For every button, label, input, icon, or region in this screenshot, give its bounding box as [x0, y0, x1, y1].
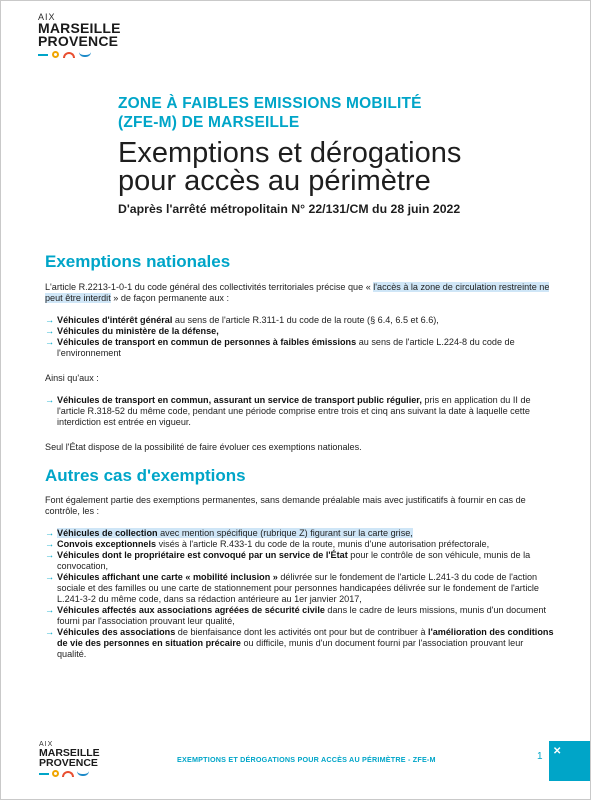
footer-title: EXEMPTIONS ET DÉROGATIONS POUR ACCÈS AU PÉRIMÈTRE - ZFE-M: [177, 755, 436, 764]
logo-arch-icon: [63, 52, 75, 58]
logo-wave-icon: [77, 771, 89, 776]
logo-line1: MARSEILLE: [38, 20, 121, 36]
arrow-icon: →: [45, 572, 55, 582]
list-item: → Véhicules affectés aux associations agréées de sécurité civile dans le cadre de leurs missions, munis d'un document fourni par l'association prouvant leur qualité,: [45, 605, 547, 626]
arrow-icon: →: [45, 627, 55, 637]
arrow-icon: →: [45, 337, 55, 347]
footer-logo-marks: [39, 770, 100, 777]
cross-icon: ✕: [553, 746, 562, 757]
section-heading-national: Exemptions nationales: [45, 252, 231, 271]
logo-wave-icon: [79, 52, 91, 57]
arrow-icon: →: [45, 315, 55, 325]
ainsi-text: Ainsi qu'aux :: [45, 373, 99, 383]
page-title-line2: pour accès au périmètre: [118, 165, 431, 197]
highlighted-text: l'accès à la zone de circulation restreinte ne peut être interdit: [45, 282, 550, 303]
logo-aix: AIX: [38, 12, 56, 22]
logo-pin-icon: [52, 770, 59, 777]
list-item: → Convois exceptionnels visés à l'article R.433-1 du code de la route, munis d'une autorisation préfectorale,: [45, 539, 490, 549]
national-closing: Seul l'État dispose de la possibilité de faire évoluer ces exemptions nationales.: [45, 442, 362, 452]
page-subtitle: D'après l'arrêté métropolitain N° 22/131/CM du 28 juin 2022: [118, 202, 461, 216]
arrow-icon: →: [45, 605, 55, 615]
highlighted-text: Véhicules de collection avec mention spécifique (rubrique Z) figurant sur la carte grise,: [57, 528, 413, 538]
list-item: → Véhicules de transport en commun de personnes à faibles émissions au sens de l'article L.224-8 du code de l'environnement: [45, 337, 515, 358]
footer-logo-line2: PROVENCE: [39, 757, 98, 769]
logo-line-icon: [38, 54, 48, 56]
page-footer: [1, 731, 590, 791]
corner-tab: [549, 741, 590, 781]
logo-line-icon: [39, 773, 49, 775]
document-body: [45, 251, 555, 660]
arrow-icon: →: [45, 550, 55, 560]
list-item: → Véhicules d'intérêt général au sens de l'article R.311-1 du code de la route (§ 6.4, 6.5 et 6.6),: [45, 315, 439, 325]
footer-logo-line1: MARSEILLE: [39, 747, 100, 759]
page-number: 1: [537, 751, 543, 762]
national-intro: L'article R.2213-1-0-1 du code général des collectivités territoriales précise que « l'accès à la zone de circulation restreinte ne peut être interdit » de façon permanente aux :: [45, 282, 550, 303]
footer-logo-aix: AIX: [39, 741, 54, 748]
aix-marseille-provence-logo: [38, 13, 121, 58]
page-title: [118, 139, 558, 195]
other-intro: Font également partie des exemptions permanentes, sans demande préalable mais avec justificatifs à fournir en cas de contrôle, les :: [45, 495, 526, 516]
document-header: [118, 94, 558, 216]
national-list: [45, 315, 555, 359]
list-item: [45, 528, 555, 539]
list-item: → Véhicules du ministère de la défense,: [45, 326, 219, 336]
zone-title: [118, 94, 558, 132]
national-list-2: [45, 395, 555, 428]
logo-arch-icon: [62, 771, 74, 777]
logo-line2: PROVENCE: [38, 33, 119, 49]
list-item: → Véhicules dont le propriétaire est convoqué par un service de l'État pour le contrôle de son véhicule, munis de la convocation,: [45, 550, 531, 571]
zone-title-line2: (ZFE-M) DE MARSEILLE: [118, 114, 300, 131]
footer-logo: [39, 741, 100, 777]
zone-title-line1: ZONE À FAIBLES EMISSIONS MOBILITÉ: [118, 95, 422, 112]
list-item: → Véhicules de transport en commun, assurant un service de transport public régulier, pris en application du II de l'article R.318-52 du même code, pendant une période comprise entre trois et cinq ans suivant la date à laquelle cette interdiction est entrée en vigueur.: [45, 395, 531, 427]
arrow-icon: →: [45, 528, 55, 538]
logo-marks: [38, 51, 121, 58]
other-list: [45, 528, 555, 660]
list-item: → Véhicules affichant une carte « mobilité inclusion » délivrée sur le fondement de l'article L.241-3 du code de l'action sociale et des familles ou une carte de stationnement pour personnes handicapées délivrée sur le fondement de l'article L.241-3-2 du même code, dans sa rédaction antérieure au 1er janvier 2017,: [45, 572, 539, 604]
page-title-line1: Exemptions et dérogations: [118, 137, 462, 169]
arrow-icon: →: [45, 539, 55, 549]
list-item: → Véhicules des associations de bienfaisance dont les activités ont pour but de contribuer à l'amélioration des conditions de vie des personnes en situation précaire ou difficile, munis d'un document fourni par l'association prouvant leur qualité.: [45, 627, 554, 659]
arrow-icon: →: [45, 395, 55, 405]
section-heading-other: Autres cas d'exemptions: [45, 466, 246, 485]
logo-pin-icon: [52, 51, 59, 58]
arrow-icon: →: [45, 326, 55, 336]
